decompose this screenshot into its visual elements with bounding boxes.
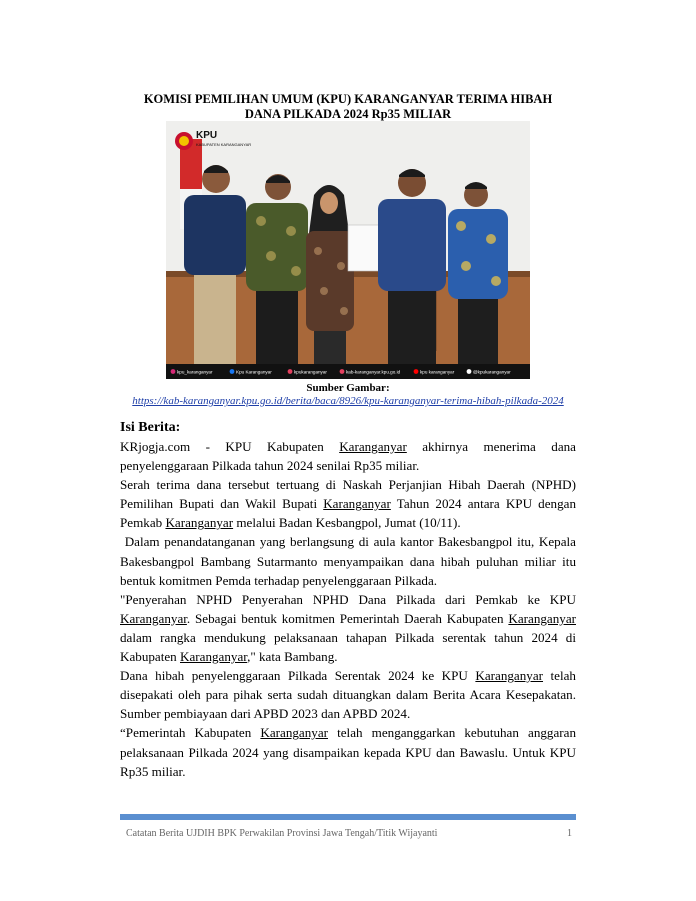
article-title-line-2: DANA PILKADA 2024 Rp35 MILIAR [244,107,452,121]
underlined-term: Karanganyar [165,515,234,531]
source-label: Sumber Gambar: [306,382,390,394]
article-paragraph [120,475,576,532]
news-photo [166,121,530,379]
paragraph-text: akhirnya menerima dana penyelenggaraan Pilkada tahun 2024 senilai Rp35 miliar. [120,439,576,474]
underlined-term: Karanganyar [120,610,187,626]
person-4 [378,169,446,371]
section-heading: Isi Berita: [120,420,181,435]
underlined-term: Karanganyar [180,649,248,665]
social-website: kab-karanganyar.kpu.go.id [346,369,401,375]
footer-rule [120,814,576,820]
underlined-term: Karanganyar [475,668,544,684]
paragraph-text: dalam rangka mendukung pelaksanaan tahapan Pilkada serentak tahun 2024 di Kabupaten [120,629,576,665]
social-tiktok: @kpukaranganyar [473,369,511,375]
underlined-term: Karanganyar [508,610,576,626]
article-paragraph [120,666,576,723]
paragraph-text: telah menganggarkan kebutuhan anggaran pelaksanaan Pilkada 2024 yang disampaikan kepada KPU dan Bawaslu. Untuk KPU Rp35 miliar. [120,725,576,779]
source-link[interactable]: https://kab-karanganyar.kpu.go.id/berita/baca/8926/kpu-karanganyar-terima-hibah-pilkada-2024 [132,395,564,407]
paragraph-text: ," kata Bambang. [247,649,338,665]
article-body [120,437,576,781]
social-instagram-2: kpukaranganyar [294,369,327,375]
article-paragraph [120,590,576,666]
paragraph-text: “Pemerintah Kabupaten [120,725,261,741]
kpu-logo-subtext: KABUPATEN KARANGANYAR [196,142,252,147]
social-youtube: kpu karanganyar [420,369,455,375]
page-footer [126,828,572,839]
underlined-term: Karanganyar [323,496,391,512]
photo-illustration [166,121,530,379]
article-paragraph [120,532,576,589]
paragraph-text: telah disepakati oleh para pihak serta sudah dituangkan dalam Berita Acara Kesepakatan. Sumber pembiayaan dari APBD 2023 dan APBD 2024. [120,668,576,722]
article-title [120,92,576,122]
signed-document [348,225,382,271]
paragraph-text: melalui Badan Kesbangpol, Jumat (10/11). [233,515,461,531]
page-number: 1 [567,828,572,839]
underlined-term: Karanganyar [339,439,407,454]
article-paragraph [120,723,576,780]
paragraph-text: KRjogja.com - KPU Kabupaten [120,439,340,454]
kpu-logo-text: KPU [196,130,218,141]
social-instagram: kpu_karanganyar [177,369,213,375]
paragraph-text: Tahun 2024 antara KPU dengan Pemkab [120,496,576,531]
paragraph-text: Serah terima dana tersebut tertuang di Naskah Perjanjian Hibah Daerah (NPHD) Pemilihan Bupati dan Wakil Bupati [120,477,576,512]
article-title-line-1: KOMISI PEMILIHAN UMUM (KPU) KARANGANYAR TERIMA HIBAH [143,92,553,106]
footer-text: Catatan Berita UJDIH BPK Perwakilan Provinsi Jawa Tengah/Titik Wijayanti [126,828,438,839]
underlined-term: Karanganyar [260,725,328,741]
social-facebook: Kpu Karanganyar [236,369,272,375]
paragraph-text: . Sebagai bentuk komitmen Pemerintah Daerah Kabupaten [186,610,509,626]
image-caption [120,382,576,408]
article-paragraph [120,437,576,475]
paragraph-text: Dalam penandatanganan yang berlangsung di aula kantor Bakesbangpol itu, Kepala Bakesbangpol Bambang Sutarmanto menyampaikan dana hibah puluhan miliar itu bentuk komitmen Pemda terhadap penyelenggaraan Pilkada. [120,534,576,588]
paragraph-text: Dana hibah penyelenggaraan Pilkada Serentak 2024 ke KPU [120,668,476,684]
paragraph-text: "Penyerahan NPHD Penyerahan NPHD Dana Pilkada dari Pemkab ke KPU [120,591,576,607]
